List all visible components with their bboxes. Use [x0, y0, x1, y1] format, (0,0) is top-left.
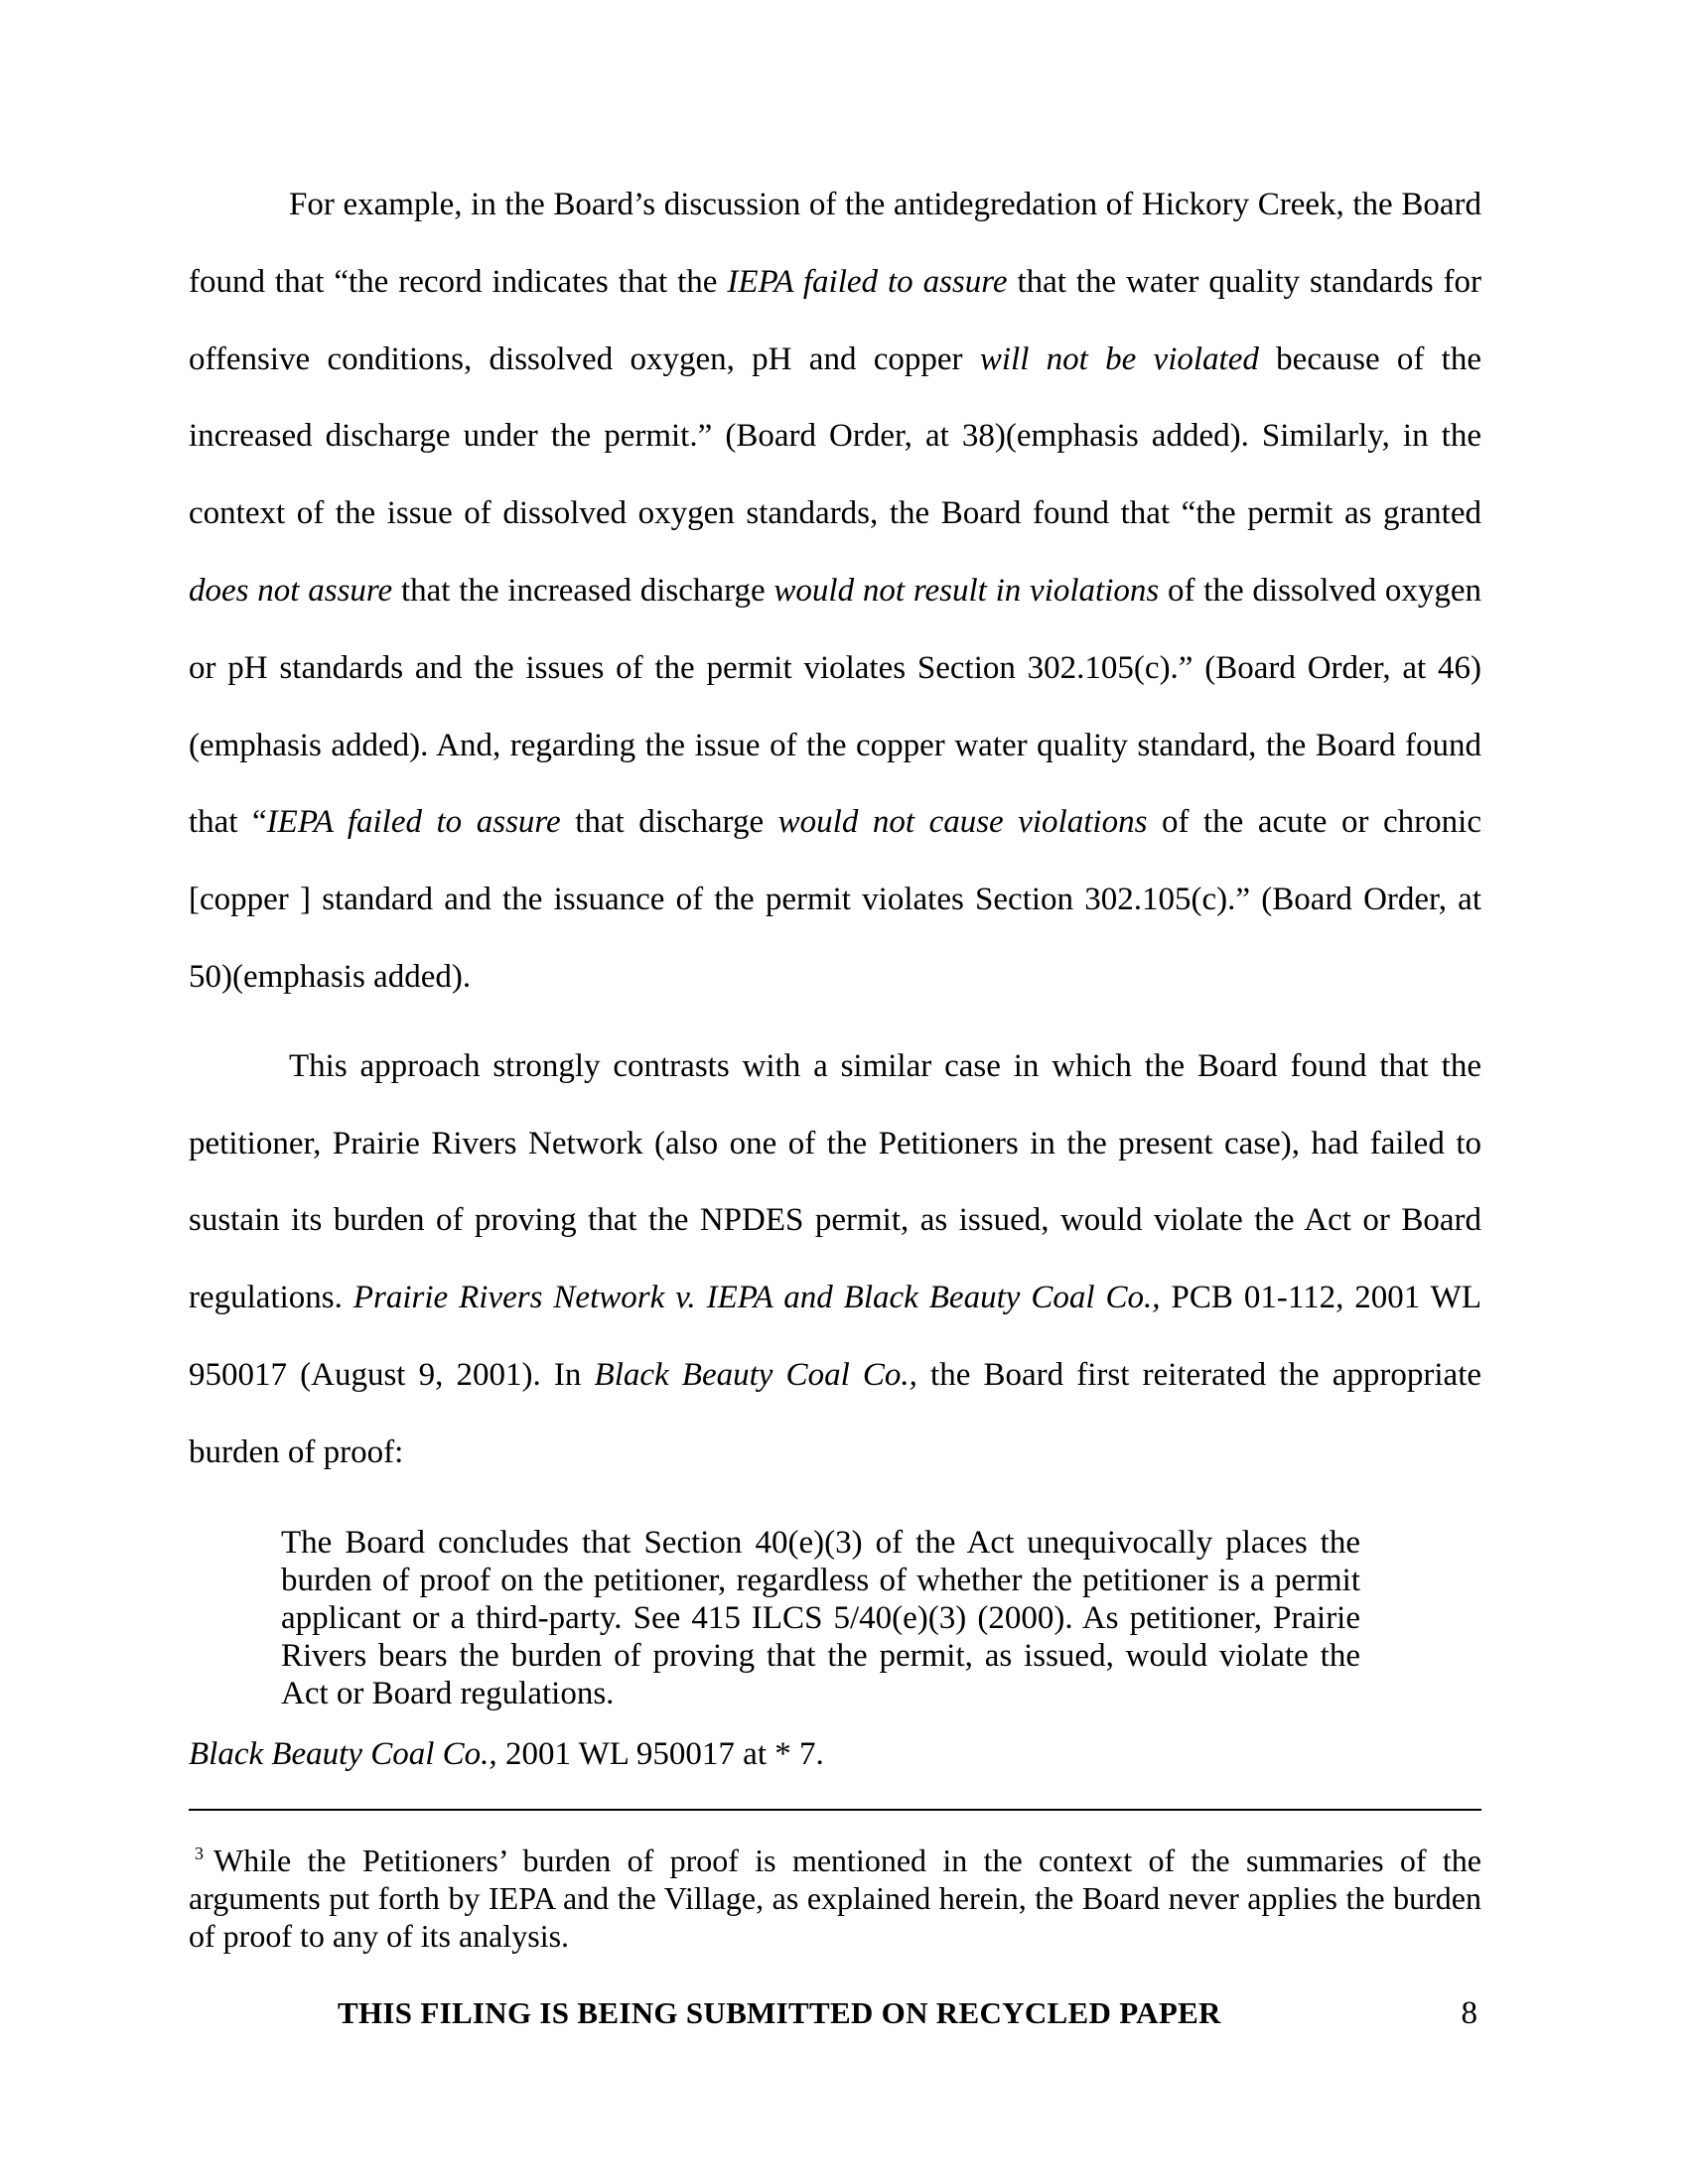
text-run: that the increased discharge: [392, 572, 774, 609]
emphasis-run: IEPA failed to assure: [266, 804, 561, 841]
footnote-divider: [189, 1809, 1481, 1811]
text-run: the Board first reiterated the appropriate burden of proof:: [189, 1356, 1482, 1470]
citation-reference: 2001 WL 950017 at * 7.: [496, 1735, 824, 1772]
page-number: 8: [1461, 1995, 1477, 2031]
text-run: of the acute or chronic [copper ] standard and the issuance of the permit violates Section 302.105(c).” (Board Order, at 50)(emphasis added).: [189, 804, 1481, 995]
paragraph-hickory-creek: [189, 167, 1481, 1017]
document-body: [189, 167, 1481, 1774]
text-run: PCB 01-112, 2001 WL 950017 (August 9, 2001). In: [189, 1280, 1481, 1393]
quote-citation: [189, 1734, 1481, 1774]
text-run: that the water quality standards for offensive conditions, dissolved oxygen, pH and copper: [189, 263, 1481, 377]
footnote-marker: 3: [195, 1843, 204, 1863]
emphasis-run: would not cause violations: [777, 804, 1148, 841]
citation-case-name: Black Beauty Coal Co.,: [189, 1735, 497, 1772]
page-footer: [189, 1995, 1481, 2035]
paragraph-contrast: [189, 1028, 1481, 1492]
text-run: This approach strongly contrasts with a similar case in which the Board found that the petitioner, Prairie Rivers Network (also one of the Petitioners in the present case), had failed to sustain its burden of proving that the NPDES permit, as issued, would violate the Act or Board regulations.: [189, 1047, 1481, 1316]
text-run: of the dissolved oxygen or pH standards and the issues of the permit violates Section 302.105(c).” (Board Order, at 46)(emphasis added). And, regarding the issue of the copper water quality standard, the Board found that “: [189, 572, 1482, 841]
emphasis-run: will not be violated: [979, 341, 1259, 377]
emphasis-run: does not assure: [189, 572, 393, 609]
emphasis-run: would not result in violations: [773, 572, 1160, 609]
footnote-text: While the Petitioners’ burden of proof is mentioned in the context of the summaries of the arguments put forth by IEPA and the Village, as explained herein, the Board never applies the burden of proof to any of its analysis.: [189, 1843, 1481, 1954]
text-run: because of the increased discharge under the permit.” (Board Order, at 38)(emphasis added). Similarly, in the context of the issue of dissolved oxygen standards, the Board found that “the permit as granted: [189, 341, 1481, 532]
emphasis-run: Black Beauty Coal Co.,: [594, 1356, 917, 1393]
emphasis-run: IEPA failed to assure: [727, 263, 1008, 300]
emphasis-run: Prairie Rivers Network v. IEPA and Black Beauty Coal Co.,: [352, 1280, 1161, 1316]
text-run: For example, in the Board’s discussion of the antidegredation of Hickory Creek, the Board found that “the record indicates that the: [189, 187, 1481, 300]
text-run: that discharge: [560, 804, 778, 841]
recycled-paper-notice: THIS FILING IS BEING SUBMITTED ON RECYCLED PAPER: [338, 1995, 1221, 2030]
footnote: [189, 1835, 1481, 1955]
block-quote: The Board concludes that Section 40(e)(3) of the Act unequivocally places the burden of proof on the petitioner, regardless of whether the petitioner is a permit applicant or a third-party. See 415 ILCS 5/40(e)(3) (2000). As petitioner, Prairie Rivers bears the burden of proving that the permit, as issued, would violate the Act or Board regulations.: [281, 1524, 1360, 1711]
